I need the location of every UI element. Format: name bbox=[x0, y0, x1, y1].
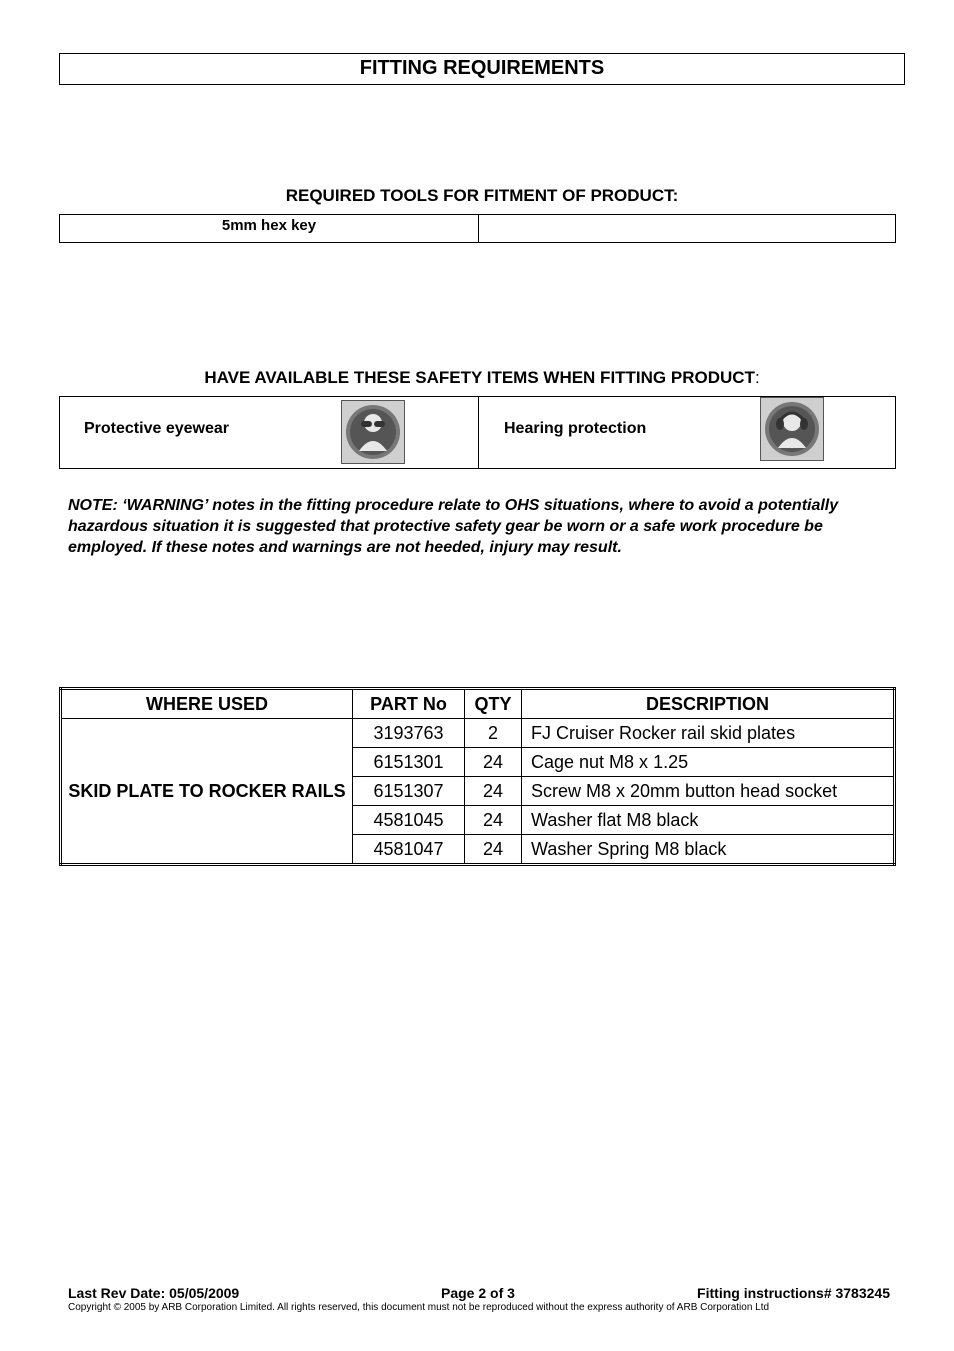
column-header-qty: QTY bbox=[465, 689, 522, 719]
safety-item-label: Hearing protection bbox=[504, 420, 647, 437]
qty-cell: 2 bbox=[465, 719, 522, 748]
page-title: FITTING REQUIREMENTS bbox=[59, 53, 905, 85]
part-no-cell: 4581045 bbox=[353, 806, 465, 835]
parts-table bbox=[59, 687, 896, 866]
description-cell: Washer Spring M8 black bbox=[522, 835, 895, 865]
copyright: Copyright © 2005 by ARB Corporation Limited. All rights reserved, this document must not be reproduced without the express authority of ARB Corporation Ltd bbox=[68, 1302, 770, 1313]
tools-heading: REQUIRED TOOLS FOR FITMENT OF PRODUCT: bbox=[285, 186, 679, 205]
tool-item: 5mm hex key bbox=[60, 215, 479, 242]
qty-cell: 24 bbox=[465, 806, 522, 835]
page-number: Page 2 of 3 bbox=[441, 1285, 515, 1301]
safety-heading-suffix: : bbox=[754, 368, 760, 387]
rev-date: Last Rev Date: 05/05/2009 bbox=[68, 1285, 240, 1301]
qty-cell: 24 bbox=[465, 748, 522, 777]
column-header-where-used: WHERE USED bbox=[61, 689, 353, 719]
safety-item-label: Protective eyewear bbox=[84, 420, 229, 437]
safety-item bbox=[60, 397, 479, 468]
description-cell: Cage nut M8 x 1.25 bbox=[522, 748, 895, 777]
description-cell: Screw M8 x 20mm button head socket bbox=[522, 777, 895, 806]
safety-heading-text: HAVE AVAILABLE THESE SAFETY ITEMS WHEN FITTING PRODUCT bbox=[204, 368, 755, 387]
column-header-part-no: PART No bbox=[353, 689, 465, 719]
part-no-cell: 6151307 bbox=[353, 777, 465, 806]
qty-cell: 24 bbox=[465, 835, 522, 865]
description-cell: Washer flat M8 black bbox=[522, 806, 895, 835]
safety-item bbox=[479, 397, 895, 468]
tool-item-empty bbox=[479, 215, 895, 242]
safety-table bbox=[59, 396, 896, 469]
column-header-description: DESCRIPTION bbox=[522, 689, 895, 719]
table-row bbox=[61, 719, 895, 748]
part-no-cell: 6151301 bbox=[353, 748, 465, 777]
safety-heading bbox=[59, 368, 905, 388]
tools-table bbox=[59, 214, 896, 243]
warning-note: NOTE: ‘WARNING’ notes in the fitting procedure relate to OHS situations, where to avoid a potentially hazardous situation it is suggested that protective safety gear be worn or a safe work procedure be employed. If these notes and warnings are not heeded, injury may result. bbox=[68, 497, 839, 556]
hearing-protection-icon bbox=[760, 397, 824, 461]
instructions-number: Fitting instructions# 3783245 bbox=[697, 1285, 890, 1301]
part-no-cell: 4581047 bbox=[353, 835, 465, 865]
table-header-row bbox=[61, 689, 895, 719]
part-no-cell: 3193763 bbox=[353, 719, 465, 748]
eye-protection-icon bbox=[341, 400, 405, 464]
qty-cell: 24 bbox=[465, 777, 522, 806]
description-cell: FJ Cruiser Rocker rail skid plates bbox=[522, 719, 895, 748]
where-used-cell: SKID PLATE TO ROCKER RAILS bbox=[61, 719, 353, 865]
